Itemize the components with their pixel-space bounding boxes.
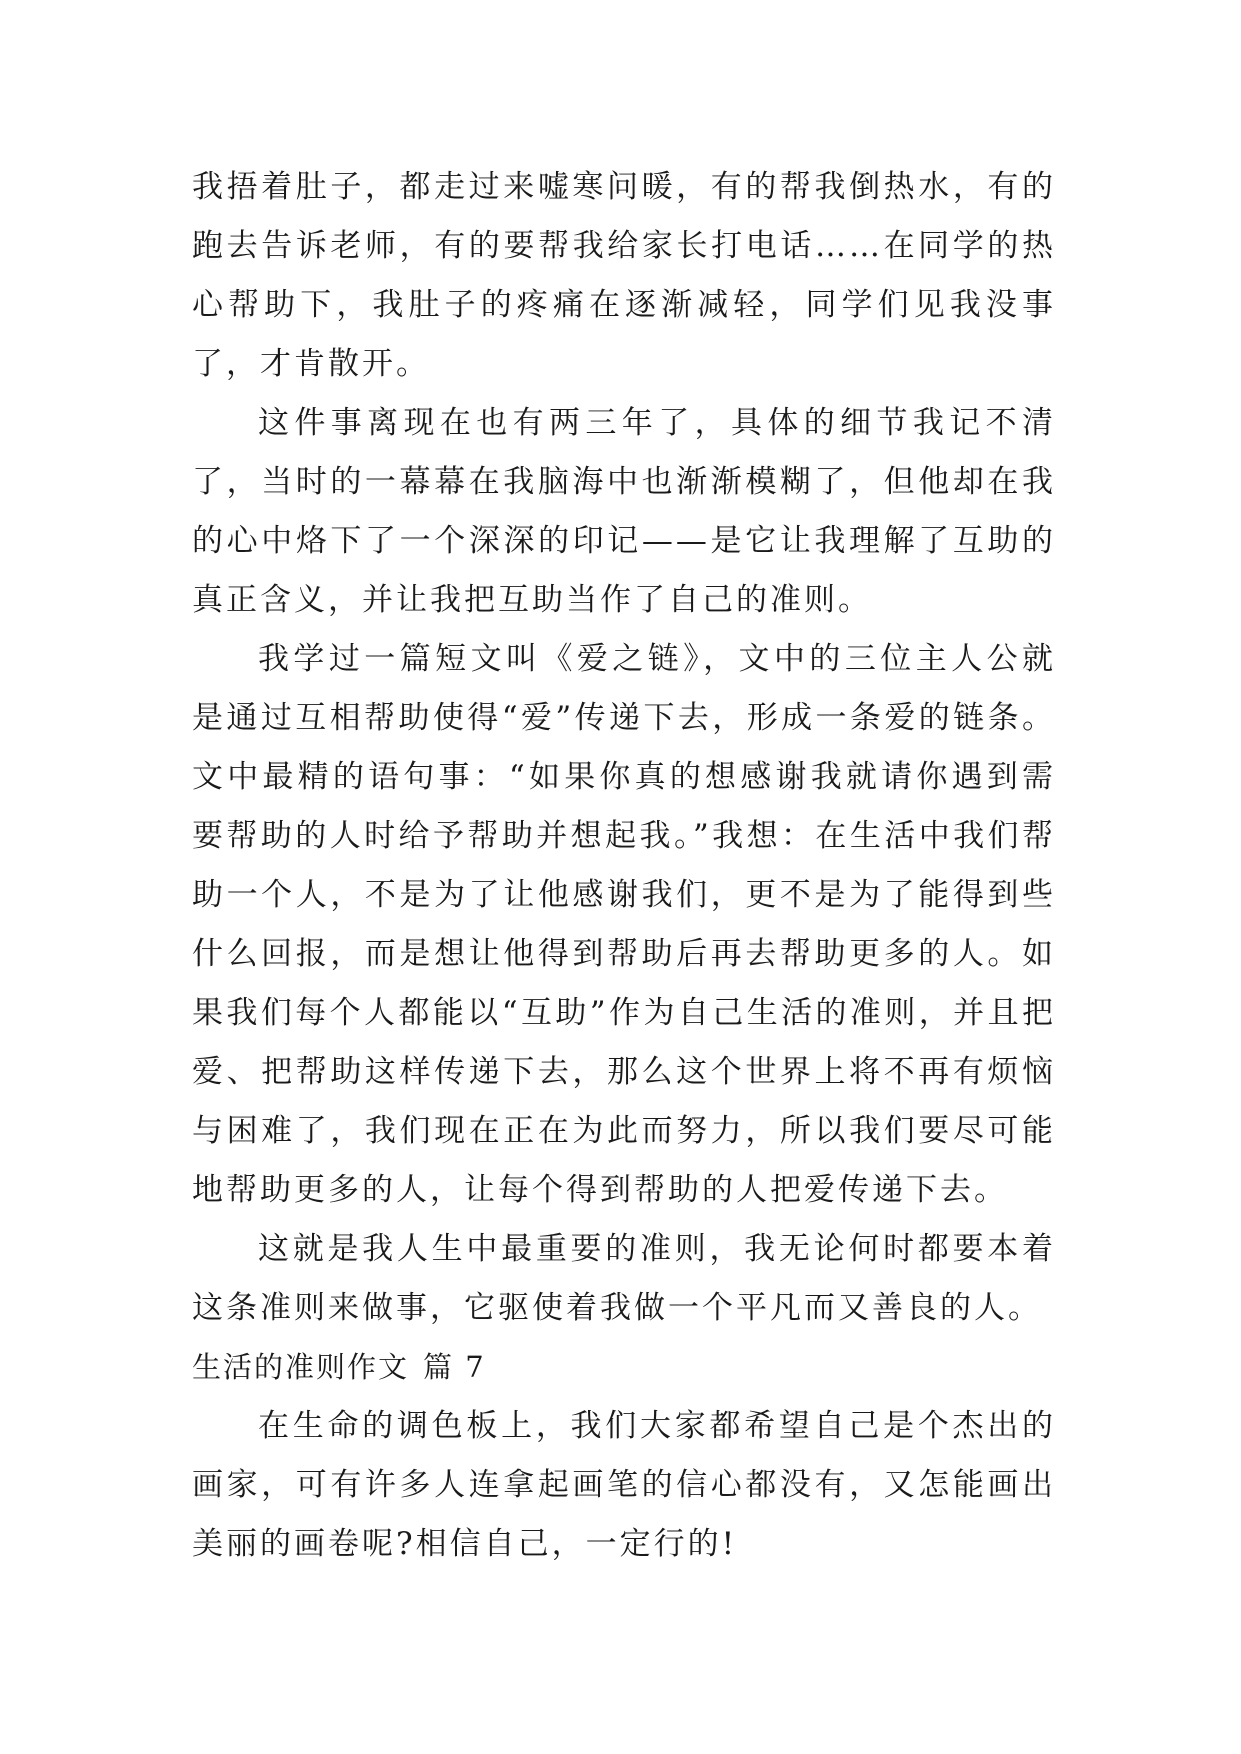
- paragraph: 在生命的调色板上，我们大家都希望自己是个杰出的画家，可有许多人连拿起画笔的信心都没有，又怎能画出美丽的画卷呢?相信自己，一定行的!: [192, 1408, 1056, 1562]
- section-heading-title: 生活的准则作文: [192, 1350, 410, 1384]
- section-heading: [192, 1338, 1056, 1397]
- paragraph: 这就是我人生中最重要的准则，我无论何时都要本着这条准则来做事，它驱使着我做一个平凡而又善良的人。: [192, 1231, 1056, 1326]
- section-heading-number: 篇 7: [423, 1350, 486, 1384]
- paragraph-continued: 我捂着肚子，都走过来嘘寒问暖，有的帮我倒热水，有的跑去告诉老师，有的要帮我给家长打电话……在同学的热心帮助下，我肚子的疼痛在逐渐减轻，同学们见我没事了，才肯散开。: [192, 169, 1056, 382]
- document-body: [192, 158, 1056, 1574]
- paragraph: 我学过一篇短文叫《爱之链》，文中的三位主人公就是通过互相帮助使得“爱”传递下去，形成一条爱的链条。文中最精的语句事：“如果你真的想感谢我就请你遇到需要帮助的人时给予帮助并想起我。”我想：在生活中我们帮助一个人，不是为了让他感谢我们，更不是为了能得到些什么回报，而是想让他得到帮助后再去帮助更多的人。如果我们每个人都能以“互助”作为自己生活的准则，并且把爱、把帮助这样传递下去，那么这个世界上将不再有烦恼与困难了，我们现在正在为此而努力，所以我们要尽可能地帮助更多的人，让每个得到帮助的人把爱传递下去。: [192, 641, 1056, 1208]
- paragraph: 这件事离现在也有两三年了，具体的细节我记不清了，当时的一幕幕在我脑海中也渐渐模糊了，但他却在我的心中烙下了一个深深的印记——是它让我理解了互助的真正含义，并让我把互助当作了自己的准则。: [192, 405, 1056, 618]
